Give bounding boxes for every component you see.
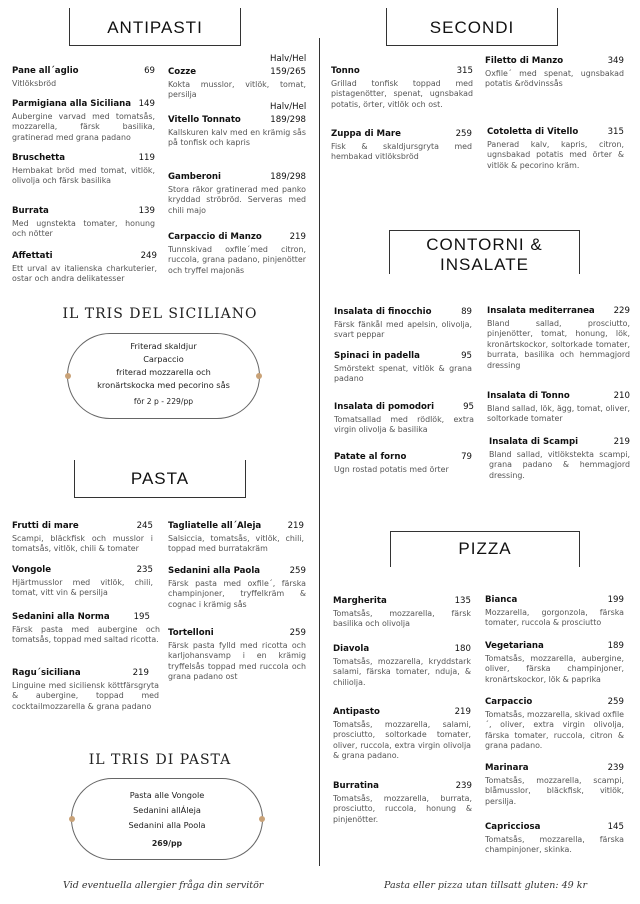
item-desc: Bland sallad, vitlökstekta scampi, grana padano & hemmagjord dressing. (489, 450, 630, 480)
left-dot (69, 816, 75, 822)
item-name: Capricciosa (485, 822, 541, 832)
item-name: Burratina (333, 781, 379, 791)
item-desc: Färsk pasta med aubergine och tomatsås, toppad med saltad ricotta. (12, 625, 160, 645)
menu-item-patate-al-forno (334, 452, 472, 475)
item-name: Insalata di Scampi (489, 437, 579, 447)
contorni-title-line1: CONTORNI & (426, 235, 543, 254)
item-price: 180 (454, 644, 471, 654)
item-desc: Grillad tonfisk toppad med pistagenötter, spenat, ugnsbakad potatis, örter, vitlök och ost. (331, 79, 473, 109)
item-name: Insalata di finocchio (334, 307, 432, 317)
item-name: Frutti di mare (12, 521, 79, 531)
item-price: 79 (461, 452, 472, 462)
item-name: Affettati (12, 251, 53, 261)
tris-price: för 2 p - 229/pp (133, 397, 194, 406)
item-desc: Tomatsås, mozzarella, burrata, prosciutto, ruccola, honung & pinjenötter. (333, 794, 472, 824)
menu-item-insalata-pomodori (334, 402, 474, 436)
item-price: 145 (607, 822, 624, 832)
tris-line: kronärtskocka med pecorino sås (97, 380, 230, 390)
item-name: Ragu´siciliana (12, 668, 81, 678)
item-desc: Tomatsås, mozzarella, aubergine, oliver, färska champinjoner, kronärtskockor, lök & paprika (485, 654, 624, 684)
tris-line: Sedanini allÁleja (133, 805, 201, 815)
item-price: 219 (289, 232, 306, 242)
item-name: Parmigiana alla Siciliana (12, 99, 132, 109)
menu-item-bianca (485, 595, 624, 629)
item-price: 199 (607, 595, 624, 605)
menu-item-tonno (331, 66, 473, 110)
item-price: 259 (455, 129, 472, 139)
contorni-header (389, 230, 580, 274)
item-name: Pane all´aglio (12, 66, 79, 76)
tris-line: Carpaccio (143, 354, 184, 364)
menu-item-vegetariana (485, 641, 624, 685)
item-name: Insalata di Tonno (487, 391, 570, 401)
item-desc: Tomatsås, mozzarella, scampi, blåmusslor, bläckfisk, vitlök, persilja. (485, 776, 624, 806)
item-desc: Tomatsås, mozzarella, skivad oxfile´, oliver, extra virgin olivolja, färska tomater, ruccola, citron & grana padano. (485, 710, 624, 751)
item-name: Bianca (485, 595, 518, 605)
menu-item-vongole (12, 565, 153, 599)
menu-item-vitello-tonnato (168, 115, 306, 149)
right-dot (259, 816, 265, 822)
menu-item-zuppa-di-mare (331, 129, 472, 163)
item-price: 219 (613, 437, 630, 447)
item-price: 89 (461, 307, 472, 317)
item-desc: Smörstekt spenat, vitlök & grana padano (334, 364, 472, 384)
menu-item-insalata-mediterranea (487, 306, 630, 371)
menu-item-frutti-di-mare (12, 521, 153, 555)
item-price: 195 (133, 612, 150, 622)
menu-item-insalata-finocchio (334, 307, 472, 341)
item-price: 189 (607, 641, 624, 651)
item-name: Filetto di Manzo (485, 56, 564, 66)
item-name: Cotoletta di Vitello (487, 127, 579, 137)
tris-line: Pasta alle Vongole (129, 790, 205, 800)
menu-item-insalata-scampi (489, 437, 630, 481)
tris-siciliano-box (67, 333, 260, 419)
item-price: 159/265 (270, 67, 306, 77)
item-name: Gamberoni (168, 172, 221, 182)
item-desc: Vitlöksbröd (12, 79, 57, 88)
item-name: Insalata di pomodori (334, 402, 435, 412)
menu-item-diavola (333, 644, 471, 688)
item-desc: Med ugnstekta tomater, honung och nötter (12, 219, 155, 239)
antipasti-title: ANTIPASTI (107, 18, 203, 37)
item-desc: Salsiccia, tomatsås, vitlök, chili, toppad med burratakräm (168, 534, 304, 554)
item-desc: Färsk fänkål med apelsin, olivolja, svart peppar (334, 320, 472, 340)
item-desc: Kallskuren kalv med en krämig sås på tonfisk och kapris (168, 128, 306, 148)
menu-item-carpaccio-pizza (485, 697, 624, 752)
item-desc: Aubergine varvad med tomatsås, mozzarella, färsk basilika, gratinerad med grana padano (12, 112, 155, 142)
item-name: Vongole (12, 565, 52, 575)
item-desc: Tomatsallad med rödlök, extra virgin olivolja & basilika (334, 415, 474, 435)
menu-item-filetto-manzo (485, 56, 624, 90)
item-name: Antipasto (333, 707, 380, 717)
item-desc: Tunnskivad oxfile´med citron, ruccola, grana padano, pinjenötter och tryffel majonäs (168, 245, 306, 275)
pizza-title: PIZZA (458, 539, 512, 558)
item-desc: Färsk pasta fylld med ricotta och karljohansvamp i en krämig tryffelsås toppad med ruccola och grana padano ost (168, 641, 306, 682)
item-name: Vitello Tonnato (168, 115, 241, 125)
item-name: Insalata mediterranea (487, 306, 595, 316)
item-desc: Fisk & skaldjursgryta med hembakad vitlöksbröd (331, 142, 472, 162)
item-name: Diavola (333, 644, 370, 654)
menu-item-margherita (333, 596, 471, 630)
secondi-title: SECONDI (429, 18, 515, 37)
item-name: Tortelloni (168, 628, 214, 638)
item-desc: Bland sallad, prosciutto, pinjenötter, tomat, honung, lök, kronärtskockor, soltorkade tomater, burrata, basilika och hemmagjord dressing (487, 319, 630, 370)
item-price: 149 (138, 99, 155, 109)
left-dot (65, 373, 71, 379)
item-name: Patate al forno (334, 452, 407, 462)
item-price: 69 (144, 66, 155, 76)
allergy-note: Vid eventuella allergier fråga din servitör (63, 880, 264, 891)
item-desc: Hjärtmusslor med vitlök, chili, tomat, vitt vin & persilja (12, 578, 153, 598)
item-name: Carpaccio di Manzo (168, 232, 262, 242)
item-desc: Hembakat bröd med tomat, vitlök, olivolja och färsk basilika (12, 166, 155, 186)
item-name: Sedanini alla Norma (12, 612, 110, 622)
item-price: 229 (613, 306, 630, 316)
menu-item-burrata (12, 206, 155, 240)
menu-item-gamberoni (168, 172, 306, 216)
item-price: 239 (607, 763, 624, 773)
tris-pasta-title: IL TRIS DI PASTA (88, 752, 232, 768)
menu-item-cozze (168, 67, 306, 101)
menu-item-marinara (485, 763, 624, 807)
item-desc: Tomatsås, mozzarella, salami, prosciutto, soltorkade tomater, oliver, ruccola, extra virgin olivolja & grana padano. (333, 720, 471, 761)
menu-item-tagliatelle (168, 521, 304, 555)
menu-item-cotoletta (487, 127, 624, 171)
menu-item-pane-allaglio (12, 66, 155, 89)
tris-siciliano-title: IL TRIS DEL SICILIANO (62, 306, 258, 322)
item-price: 259 (607, 697, 624, 707)
menu-item-capricciosa (485, 822, 624, 856)
halv-hel-label: Halv/Hel (270, 54, 307, 64)
item-price: 219 (287, 521, 304, 531)
menu-item-carpaccio-manzo (168, 232, 306, 276)
item-price: 259 (289, 628, 306, 638)
item-name: Sedanini alla Paola (168, 566, 261, 576)
item-price: 239 (455, 781, 472, 791)
item-name: Burrata (12, 206, 49, 216)
menu-item-burratina (333, 781, 472, 825)
item-desc: Kokta musslor, vitlök, tomat, persilja (168, 80, 306, 100)
item-price: 315 (456, 66, 473, 76)
menu-item-bruschetta (12, 153, 155, 187)
halv-hel-label: Halv/Hel (270, 102, 307, 112)
item-desc: Oxfile´ med spenat, ugnsbakad potatis &rödvinssås (485, 69, 624, 89)
item-name: Vegetariana (485, 641, 544, 651)
item-price: 95 (463, 402, 474, 412)
item-desc: Panerad kalv, kapris, citron, ugnsbakad potatis med örter & vitlök & pecorino kräm. (487, 140, 624, 170)
item-desc: Ett urval av italienska charkuterier, ostar och andra delikatesser (12, 264, 157, 284)
item-price: 219 (454, 707, 471, 717)
tris-line: friterad mozzarella och (116, 367, 211, 377)
item-price: 119 (138, 153, 155, 163)
tris-price: 269/pp (151, 839, 183, 848)
item-name: Zuppa di Mare (331, 129, 401, 139)
menu-item-sedanini-paola (168, 566, 306, 610)
item-desc: Linguine med siciliensk köttfärsgryta & aubergine, toppad med cocktailmozzarella & grana padano (12, 681, 159, 711)
item-name: Spinaci in padella (334, 351, 420, 361)
item-desc: Tomatsås, mozzarella, färska champinjoner, skinka. (485, 835, 624, 855)
pizza-header (390, 531, 580, 567)
item-desc: Stora räkor gratinerad med panko kryddad ströbröd. Serveras med chili majo (168, 185, 306, 215)
menu-item-ragu-siciliana (12, 668, 159, 712)
menu-item-parmigiana (12, 99, 155, 143)
item-name: Marinara (485, 763, 529, 773)
contorni-title-line2: INSALATE (440, 255, 529, 274)
antipasti-header (69, 8, 241, 46)
item-desc: Tomatsås, mozzarella, kryddstark salami, färska tomater, nduja, & chiliolja. (333, 657, 471, 687)
right-dot (256, 373, 262, 379)
menu-item-tortelloni (168, 628, 306, 683)
item-price: 349 (607, 56, 624, 66)
item-name: Bruschetta (12, 153, 66, 163)
item-price: 315 (607, 127, 624, 137)
item-price: 135 (454, 596, 471, 606)
item-price: 245 (136, 521, 153, 531)
secondi-header (386, 8, 558, 46)
pasta-header (74, 460, 246, 498)
item-desc: Mozzarella, gorgonzola, färska tomater, ruccola & prosciutto (485, 608, 624, 628)
item-desc: Tomatsås, mozzarella, färsk basilika och olivolja (333, 609, 471, 629)
tris-line: Sedanini alla Poola (128, 820, 206, 830)
menu-item-affettati (12, 251, 157, 285)
item-price: 189/298 (270, 115, 306, 125)
menu-item-spinaci (334, 351, 472, 385)
item-price: 235 (136, 565, 153, 575)
item-name: Margherita (333, 596, 387, 606)
item-name: Tagliatelle all´Aleja (168, 521, 262, 531)
item-price: 139 (138, 206, 155, 216)
item-name: Carpaccio (485, 697, 533, 707)
item-desc: Ugn rostad potatis med örter (334, 465, 449, 474)
item-price: 95 (461, 351, 472, 361)
menu-item-sedanini-norma (12, 612, 160, 646)
menu-item-antipasto (333, 707, 471, 762)
gluten-note: Pasta eller pizza utan tillsatt gluten: 49 kr (384, 880, 587, 891)
item-desc: Scampi, bläckfisk och musslor i tomatsås, vitlök, chili & tomater (12, 534, 153, 554)
tris-pasta-box (71, 778, 263, 860)
item-price: 249 (140, 251, 157, 261)
menu-item-insalata-tonno (487, 391, 630, 425)
item-desc: Färsk pasta med oxfile´, färska champinjoner, tryffelkräm & cognac i krämig sås (168, 579, 306, 609)
item-name: Cozze (168, 67, 197, 77)
item-price: 219 (132, 668, 149, 678)
column-divider (319, 38, 320, 866)
tris-line: Friterad skaldjur (130, 341, 197, 351)
item-price: 259 (289, 566, 306, 576)
pasta-title: PASTA (130, 469, 190, 488)
item-price: 210 (613, 391, 630, 401)
item-desc: Bland sallad, lök, ägg, tomat, oliver, soltorkade tomater (487, 404, 630, 424)
item-price: 189/298 (270, 172, 306, 182)
item-name: Tonno (331, 66, 360, 76)
